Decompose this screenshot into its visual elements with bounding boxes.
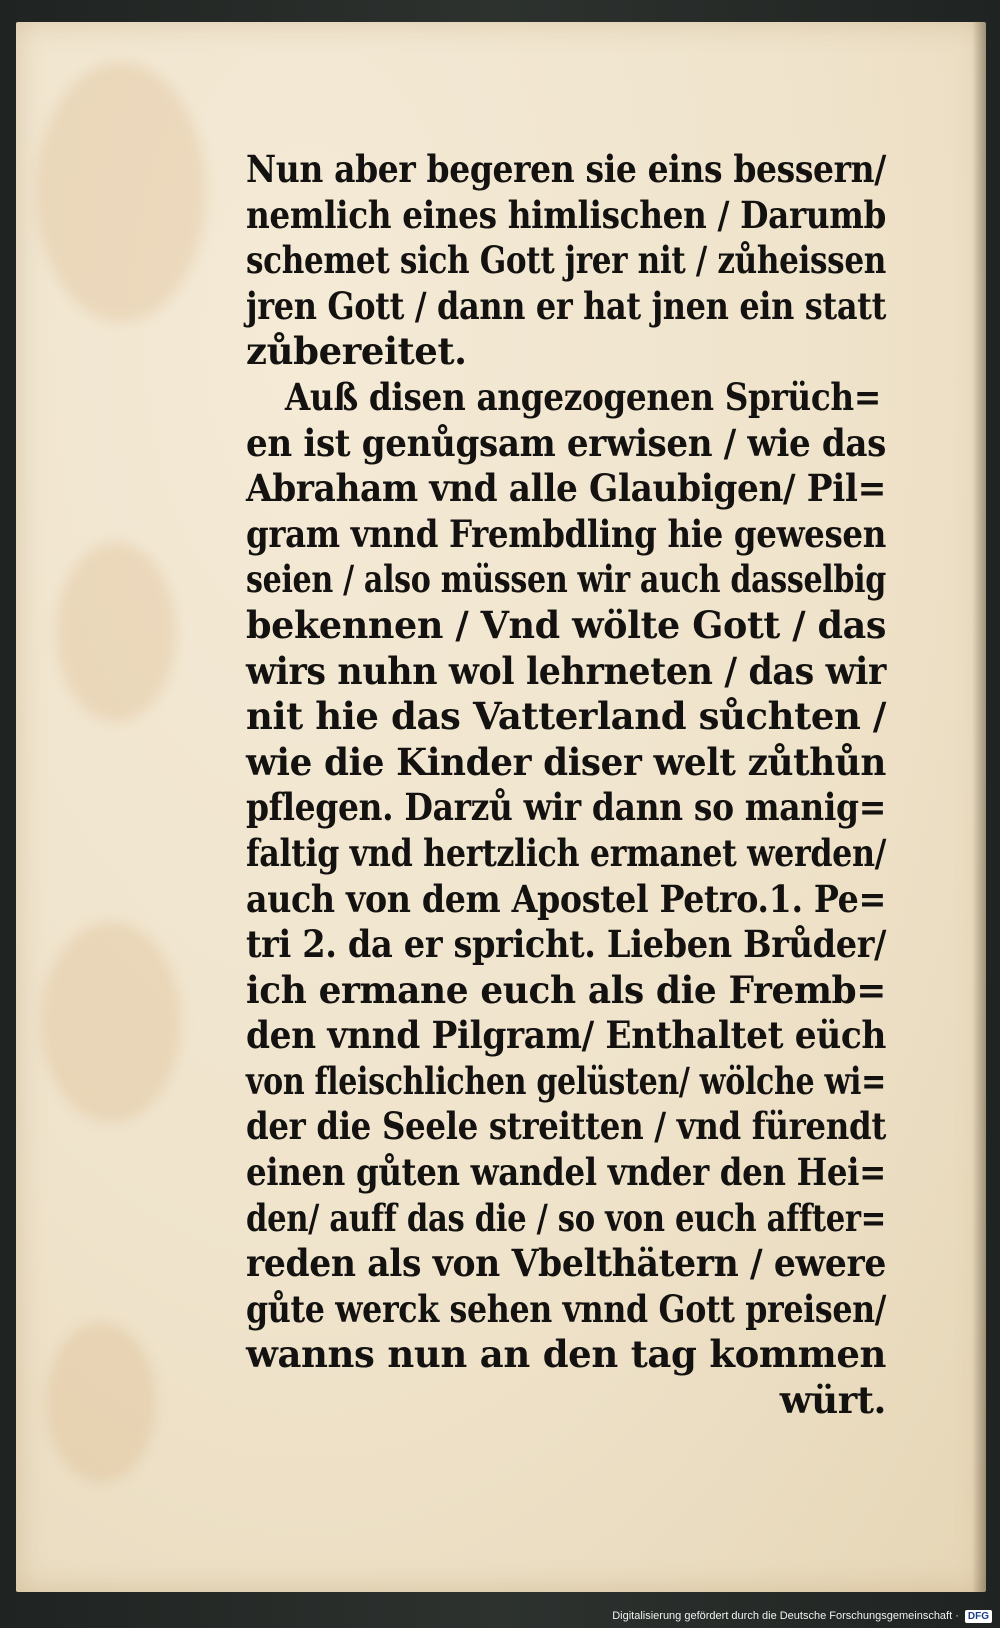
text-line: gram vnnd Frembdling hie gewesen — [246, 511, 886, 556]
paper-stain — [36, 62, 206, 322]
paper-stain — [46, 1322, 156, 1482]
text-line: auch von dem Apostel Petro.1. Pe= — [246, 876, 886, 921]
text-line: nit hie das Vatterland sůchten / — [246, 694, 887, 739]
text-line: reden als von Vbelthätern / ewere — [246, 1241, 886, 1286]
text-line: Nun aber begeren sie eins bessern/ — [246, 147, 886, 191]
text-line: en ist genůgsam erwisen / wie das — [246, 420, 887, 465]
text-line: wanns nun an den tag kommen — [246, 1332, 886, 1377]
text-line: Abraham vnd alle Glaubigen/ Pil= — [246, 466, 886, 511]
digitization-credit — [612, 1607, 992, 1625]
text-line: wie die Kinder diser welt zůthůn — [246, 739, 886, 784]
text-line: jren Gott / dann er hat jnen ein statt — [246, 283, 887, 328]
text-line: faltig vnd hertzlich ermanet werden/ — [246, 830, 886, 875]
text-line: seien / also müssen wir auch dasselbig — [246, 557, 886, 602]
text-line: den/ auff das die / so von euch affter= — [246, 1195, 887, 1240]
text-line: bekennen / Vnd wölte Gott / das — [246, 602, 887, 647]
text-line: schemet sich Gott jrer nit / zůheissen — [246, 238, 886, 283]
text-line: den vnnd Pilgram/ Enthaltet eüch — [246, 1013, 887, 1058]
text-line: zůbereitet. — [246, 329, 467, 374]
text-line: einen gůten wandel vnder den Hei= — [246, 1150, 886, 1195]
text-line: würt. — [779, 1378, 886, 1423]
text-line: Auß disen angezogenen Sprüch= — [284, 374, 881, 419]
paper-stain — [41, 922, 181, 1122]
text-line: ich ermane euch als die Fremb= — [246, 967, 886, 1012]
text-line: pflegen. Darzů wir dann so manig= — [246, 785, 886, 830]
dfg-logo: DFG — [965, 1610, 992, 1623]
text-line: von fleischlichen gelüsten/ wölche wi= — [246, 1058, 886, 1103]
book-page — [16, 22, 986, 1592]
text-line: wirs nuhn wol lehrneten / das wir — [246, 648, 887, 693]
paper-stain — [56, 542, 176, 722]
credit-text: Digitalisierung gefördert durch die Deutsche Forschungsgemeinschaft · — [612, 1610, 959, 1622]
text-line: der die Seele streitten / vnd fürendt — [246, 1104, 886, 1149]
text-line: nemlich eines himlischen / Darumb — [246, 192, 887, 237]
page-edge-shadow — [972, 22, 986, 1592]
text-line: gůte werck sehen vnnd Gott preisen/ — [246, 1286, 887, 1331]
blackletter-text-block — [246, 147, 886, 1424]
text-line: tri 2. da er spricht. Lieben Brůder/ — [246, 922, 887, 967]
